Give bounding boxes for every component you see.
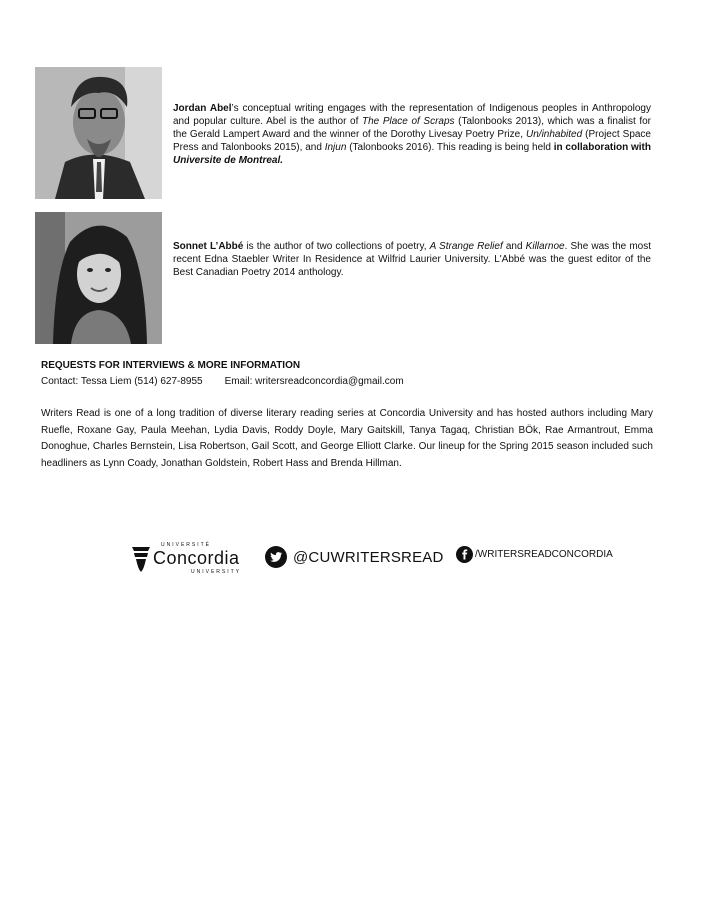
- twitter-handle: @CUWRITERSREAD: [293, 548, 444, 566]
- facebook-link[interactable]: [456, 546, 613, 563]
- contact-phone: Contact: Tessa Liem (514) 627-8955: [41, 376, 203, 387]
- requests-heading: REQUESTS FOR INTERVIEWS & MORE INFORMATION: [41, 360, 301, 371]
- bio-text: and: [502, 241, 526, 252]
- concordia-logo[interactable]: [131, 542, 251, 576]
- collaboration-note: in collaboration with: [553, 142, 651, 153]
- bio-sonnet-labbe: [173, 240, 651, 279]
- facebook-handle: /WRITERSREADCONCORDIA: [475, 549, 613, 560]
- concordia-logo-icon: [131, 545, 151, 573]
- contact-email[interactable]: Email: writersreadconcordia@gmail.com: [224, 376, 404, 387]
- portrait-jordan-abel: [35, 67, 162, 199]
- book-title: Un/inhabited: [526, 129, 583, 140]
- contact-line: [41, 375, 653, 389]
- book-title: A Strange Relief: [429, 241, 503, 252]
- about-paragraph: Writers Read is one of a long tradition of diverse literary reading series at Concordia University and has hosted authors including Mary Ruefle, Roxane Gay, Paula Meehan, Lydia Davis, Roddy Doyle, Mary Gaitskill, Tanya Tagaq, Christian BÖk, Rae Armantrout, Emma Donoghue, Charles Bernstein, Lisa Robertson, Gail Scott, and George Elliott Clarke. Our lineup for the Spring 2015 season included such headliners as Lynn Coady, Jonathan Goldstein, Robert Hass and Brenda Hillman.: [41, 408, 653, 469]
- bio-text: . She was the most recent Edna Staebler Writer In Residence at Wilfrid Laurier University. L'Abbé was the guest editor of the Best Canadian Poetry 2014 anthology.: [173, 241, 651, 278]
- concordia-top-text: UNIVERSITÉ: [161, 542, 212, 548]
- book-title: The Place of Scraps: [362, 116, 455, 127]
- portrait-sonnet-labbe: [35, 212, 162, 344]
- bio-text: (Talonbooks 2013), which was a finalist for the Gerald Lampert Award and the winner of the Dorothy Livesay Poetry Prize,: [173, 116, 652, 140]
- bio-text: (Talonbooks 2016). This reading is being held: [346, 142, 554, 153]
- twitter-link[interactable]: [265, 546, 444, 568]
- bio-text: (Project Space Press and Talonbooks 2015), and: [173, 129, 651, 153]
- bio-text: is the author of two collections of poetry,: [243, 241, 430, 252]
- collaboration-org: Universite de Montreal.: [173, 155, 284, 166]
- book-title: Injun: [324, 142, 347, 153]
- concordia-bottom-text: UNIVERSITY: [191, 569, 242, 575]
- author-name: Sonnet L’Abbé: [173, 241, 244, 252]
- bio-text: ’s conceptual writing engages with the representation of Indigenous peoples in Anthropology and popular culture. Abel is the author of: [173, 103, 651, 127]
- twitter-bird-icon: [265, 546, 287, 568]
- book-title: Killarnoe: [525, 241, 565, 252]
- author-name: Jordan Abel: [173, 103, 232, 114]
- bio-jordan-abel: [173, 102, 651, 167]
- footer-logos: [0, 540, 712, 580]
- concordia-wordmark: Concordia: [153, 548, 240, 568]
- facebook-f-icon: [456, 546, 473, 563]
